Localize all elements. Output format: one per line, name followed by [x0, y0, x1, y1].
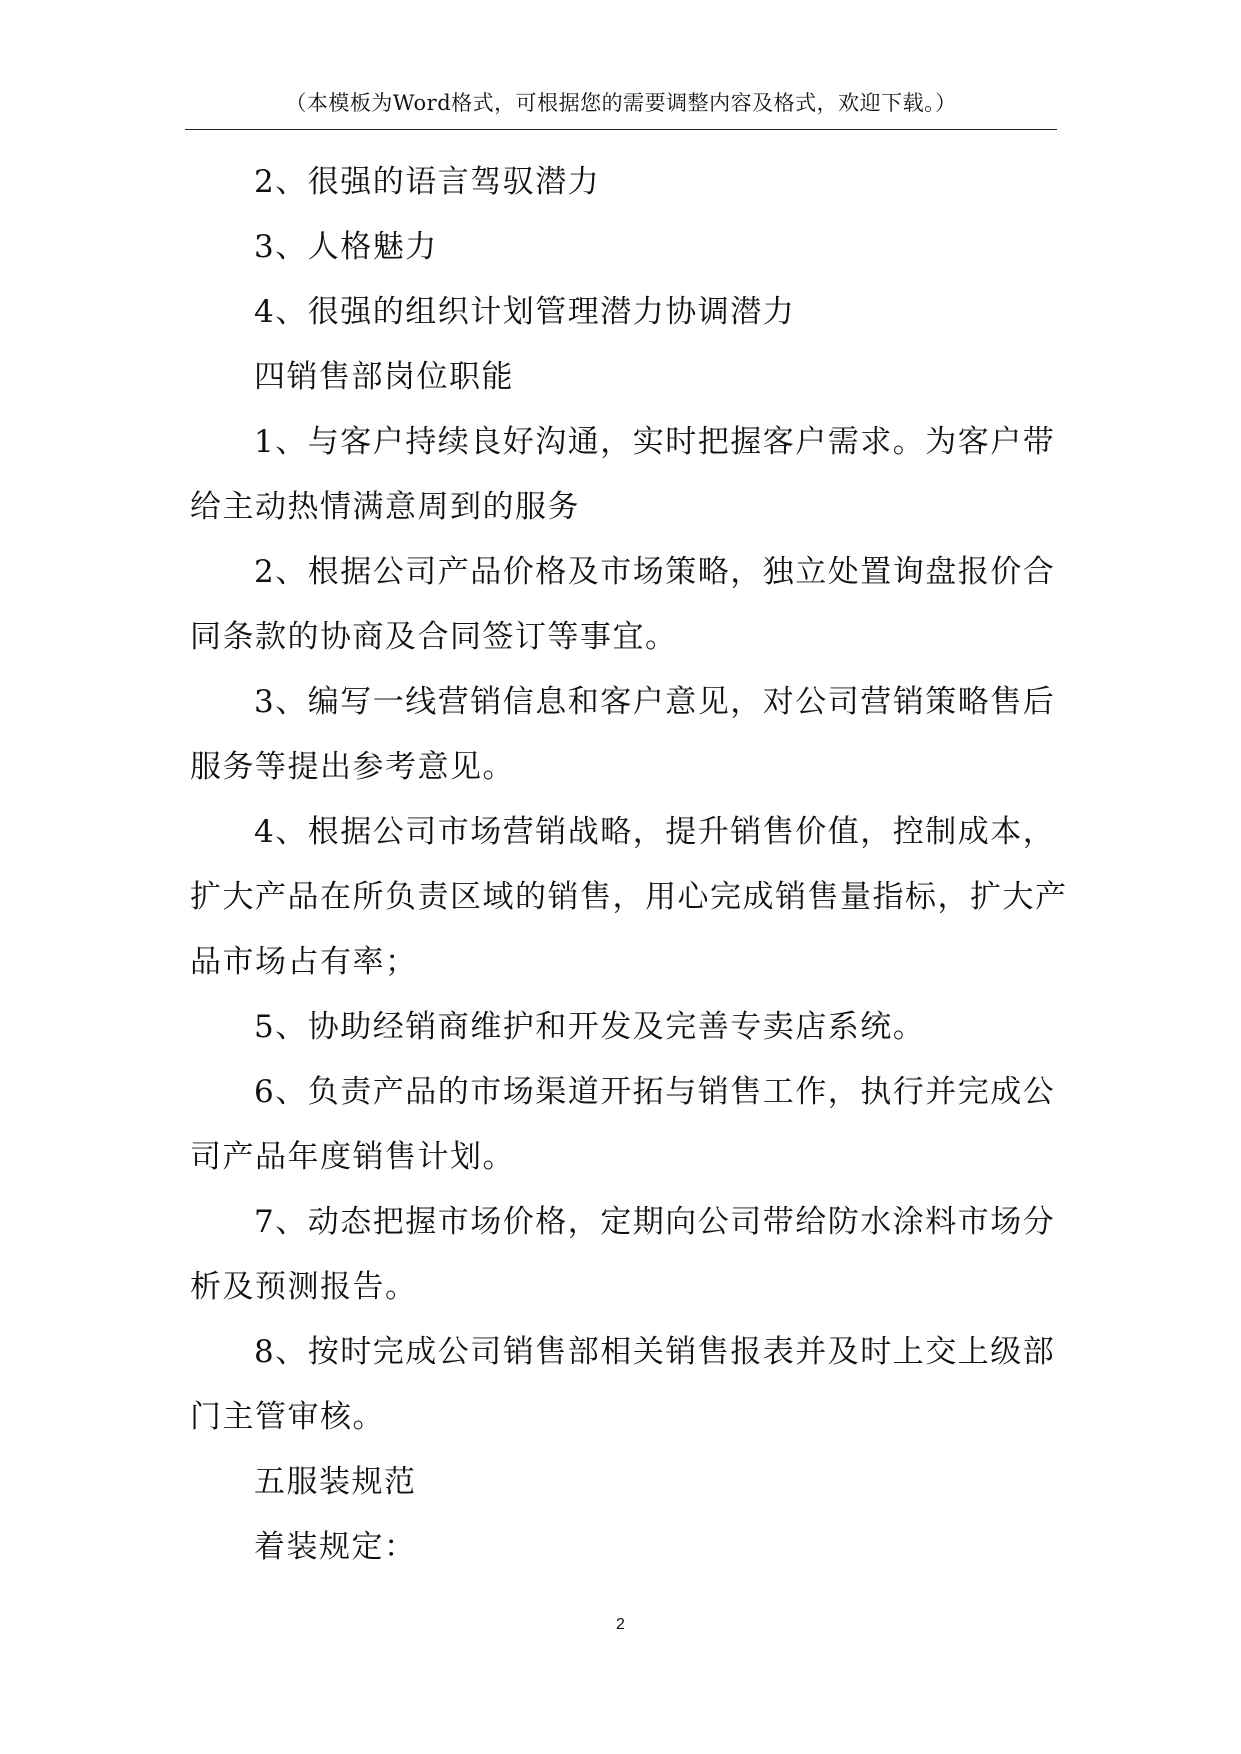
paragraph: 2、很强的语言驾驭潜力 — [254, 164, 601, 200]
section-heading: 五服装规范 — [254, 1464, 417, 1500]
paragraph: 8、按时完成公司销售部相关销售报表并及时上交上级部门主管审核。 — [190, 1334, 1056, 1435]
section-heading: 四销售部岗位职能 — [254, 359, 514, 395]
page-number: 2 — [616, 1616, 625, 1633]
document-body — [190, 150, 1070, 1580]
paragraph: 6、负责产品的市场渠道开拓与销售工作，执行并完成公司产品年度销售计划。 — [190, 1074, 1056, 1175]
paragraph: 1、与客户持续良好沟通，实时把握客户需求。为客户带给主动热情满意周到的服务 — [190, 424, 1056, 525]
paragraph: 着装规定： — [254, 1529, 417, 1565]
paragraph: 4、根据公司市场营销战略，提升销售价值，控制成本，扩大产品在所负责区域的销售，用心完成销售量指标，扩大产品市场占有率； — [190, 814, 1068, 980]
paragraph: 3、编写一线营销信息和客户意见，对公司营销策略售后服务等提出参考意见。 — [190, 684, 1056, 785]
paragraph: 2、根据公司产品价格及市场策略，独立处置询盘报价合同条款的协商及合同签订等事宜。 — [190, 554, 1056, 655]
paragraph: 5、协助经销商维护和开发及完善专卖店系统。 — [254, 1009, 926, 1045]
paragraph: 7、动态把握市场价格，定期向公司带给防水涂料市场分析及预测报告。 — [190, 1204, 1056, 1305]
paragraph: 4、很强的组织计划管理潜力协调潜力 — [254, 294, 796, 330]
header-divider — [185, 129, 1057, 130]
paragraph: 3、人格魅力 — [254, 229, 438, 265]
page-header: （本模板为Word格式，可根据您的需要调整内容及格式，欢迎下载。） — [285, 91, 957, 115]
